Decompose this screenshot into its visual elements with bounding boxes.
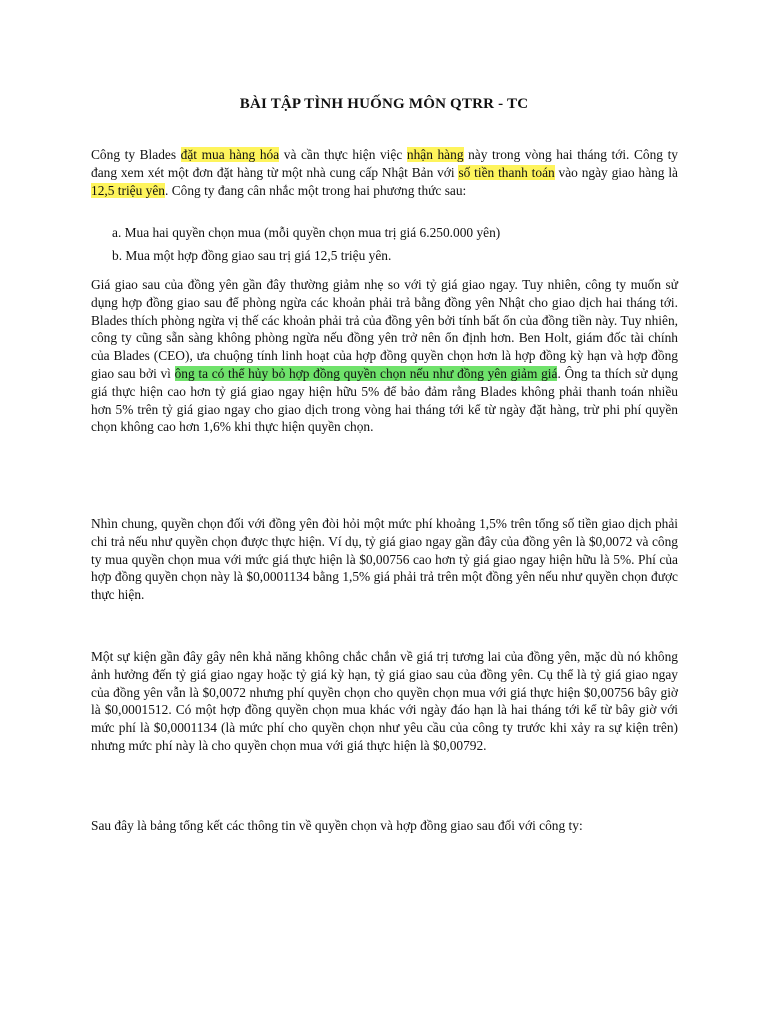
paragraph-intro bbox=[91, 146, 678, 199]
document-title: BÀI TẬP TÌNH HUỐNG MÔN QTRR - TC bbox=[239, 96, 529, 112]
paragraph-premium: Nhìn chung, quyền chọn đối với đồng yên đòi hỏi một mức phí khoảng 1,5% trên tổng số tiền giao dịch phải chi trả nếu như quyền chọn được thực hiện. Ví dụ, tỷ giá giao ngay gần đây của đồng yên là $0,0072 và công ty mua quyền chọn mua với mức giá thực hiện là $0,00756 cao hơn tỷ giá giao ngay hiện hữu là 5%. Phí của hợp đồng quyền chọn này là $0,0001134 bằng 1,5% giá phải trả trên một đồng yên nếu như quyền chọn được thực hiện. bbox=[91, 516, 678, 603]
text-run: này trong vòng hai tháng tới. Công ty đang xem xét một đơn đặt hàng từ một nhà cung cấp Nhật Bản với bbox=[91, 147, 678, 180]
text-run: Công ty Blades bbox=[91, 147, 181, 162]
highlight-yen-amount: 12,5 triệu yên bbox=[91, 182, 166, 198]
highlight-receive-goods: nhận hàng bbox=[406, 147, 464, 162]
text-run: . Ông ta thích sử dụng giá thực hiện cao hơn tỷ giá giao ngay hiện hữu 5% để bảo đảm rằng Blades không phải thanh toán nhiều hơn 5% trên tỷ giá giao ngay cho giao dịch trong vòng hai tháng tới kể từ ngày đặt hàng, trừ phi phí quyền chọn không cao hơn 1,6% khi thực hiện quyền chọn. bbox=[91, 365, 678, 435]
paragraph-event: Một sự kiện gần đây gây nên khả năng không chắc chắn về giá trị tương lai của đồng yên, mặc dù nó không ảnh hưởng đến tỷ giá giao ngay hoặc tỷ giá kỳ hạn, tỷ giá giao sau của đồng yên. Cụ thể là tỷ giá giao ngay của đồng yên vẫn là $0,0072 nhưng phí quyền chọn cho quyền chọn mua với giá thực hiện $0,00756 bây giờ là $0,0001512. Có một hợp đồng quyền chọn mua khác với ngày đáo hạn là hai tháng tới kể từ bây giờ với mức phí là $0,0001134 (là mức phí cho quyền chọn như yêu cầu của công ty trước khi xảy ra sự kiện trên) nhưng mức phí này là cho quyền chọn mua với giá thực hiện là $0,00792. bbox=[91, 649, 678, 753]
highlight-cancel-option: ông ta có thể hủy bỏ hợp đồng quyền chọn nếu như đồng yên giảm giá bbox=[174, 365, 558, 381]
highlight-order-goods: đặt mua hàng hóa bbox=[180, 147, 280, 162]
highlight-payment-amount: số tiền thanh toán bbox=[458, 164, 555, 180]
paragraph-summary: Sau đây là bảng tổng kết các thông tin về quyền chọn và hợp đồng giao sau đối với công ty: bbox=[91, 818, 583, 833]
options-list bbox=[112, 224, 500, 265]
text-run: . Công ty đang cân nhắc một trong hai phương thức sau: bbox=[165, 182, 467, 198]
text-run: và cần thực hiện việc bbox=[279, 147, 407, 162]
list-item-option-a: a. Mua hai quyền chọn mua (mỗi quyền chọn mua trị giá 6.250.000 yên) bbox=[112, 225, 501, 240]
text-run: Giá giao sau của đồng yên gần đây thường giảm nhẹ so với tỷ giá giao ngay. Tuy nhiên, công ty muốn sử dụng hợp đồng giao sau để phòng ngừa các khoản phải trả bằng đồng yên Nhật cho giao dịch hai tháng tới. Blades thích phòng ngừa vị thế các khoản phải trả của đồng yên bởi tính bất ổn của đồng tiền này. Tuy nhiên, công ty cũng sẵn sàng không phòng ngừa nếu đồng yên trở nên ổn định hơn. Ben Holt, giám đốc tài chính của Blades (CEO), ưa chuộng tính linh hoạt của hợp đồng quyền chọn hơn là hợp đồng kỳ hạn và hợp đồng giao sau bởi vì bbox=[91, 277, 678, 381]
list-item-option-b: b. Mua một hợp đồng giao sau trị giá 12,5 triệu yên. bbox=[112, 247, 392, 263]
text-run: vào ngày giao hàng là bbox=[554, 164, 678, 180]
paragraph-futures bbox=[91, 276, 678, 436]
